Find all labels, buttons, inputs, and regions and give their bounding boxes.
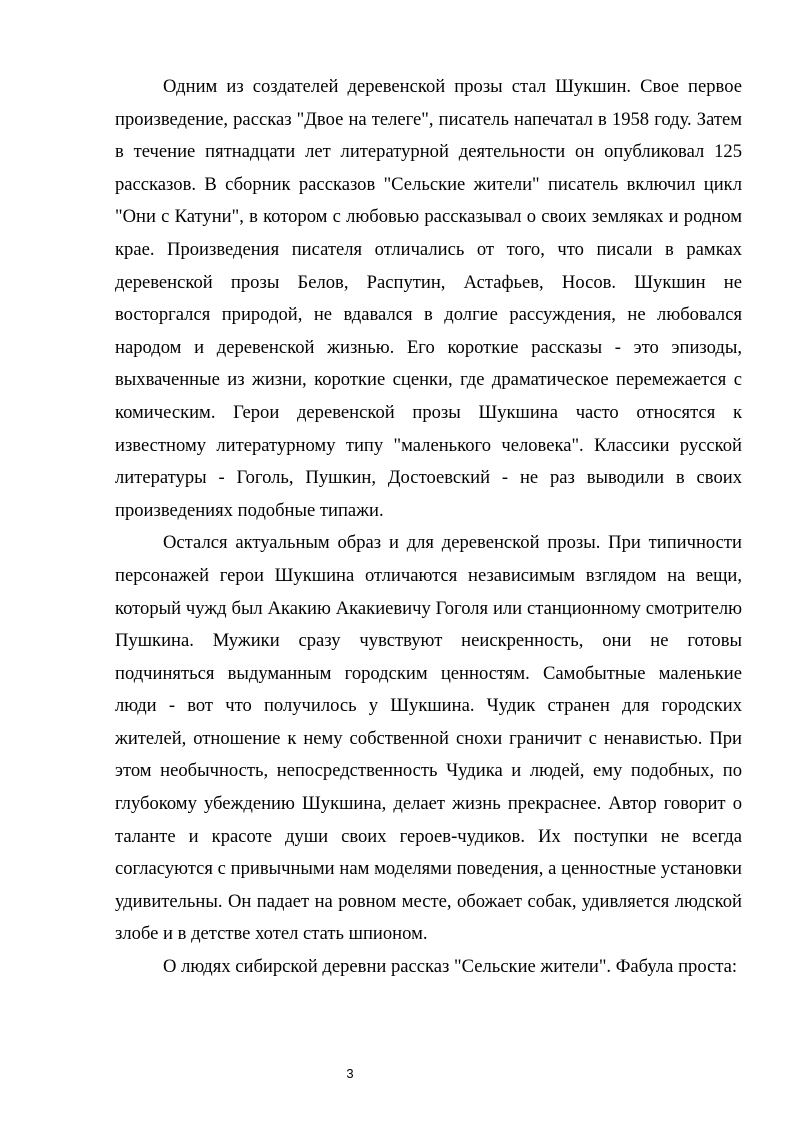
paragraph-2: Остался актуальным образ и для деревенской прозы. При типичности персонажей герои Шукшина отличаются независимым взглядом на вещи, который чужд был Акакию Акакиевичу Гоголя или станционному смотрителю Пушкина. Мужики сразу чувствуют неискренность, они не готовы подчиняться выдуманным городским ценностям. Самобытные маленькие люди - вот что получилось у Шукшина. Чудик странен для городских жителей, отношение к нему собственной снохи граничит с ненавистью. При этом необычность, непосредственность Чудика и людей, ему подобных, по глубокому убеждению Шукшина, делает жизнь прекраснее. Автор говорит о таланте и красоте души своих героев-чудиков. Их поступки не всегда согласуются с привычными нам моделями поведения, а ценностные установки удивительны. Он падает на ровном месте, обожает собак, удивляется людской злобе и в детстве хотел стать шпионом.	[115, 532, 742, 945]
body-text	[115, 71, 742, 984]
page-number: 3	[346, 1066, 354, 1081]
paragraph-3: О людях сибирской деревни рассказ "Сельские жители". Фабула проста:	[163, 956, 738, 978]
paragraph-1: Одним из создателей деревенской прозы стал Шукшин. Свое первое произведение, рассказ "Двое на телеге", писатель напечатал в 1958 году. Затем в течение пятнадцати лет литературной деятельности он опубликовал 125 рассказов. В сборник рассказов "Сельские жители" писатель включил цикл "Они с Катуни", в котором с любовью рассказывал о своих земляках и родном крае. Произведения писателя отличались от того, что писали в рамках деревенской прозы Белов, Распутин, Астафьев, Носов. Шукшин не восторгался природой, не вдавался в долгие рассуждения, не любовался народом и деревенской жизнью. Его короткие рассказы - это эпизоды, выхваченные из жизни, короткие сценки, где драматическое перемежается с комическим. Герои деревенской прозы Шукшина часто относятся к известному литературному типу "маленького человека". Классики русской литературы - Гоголь, Пушкин, Достоевский - не раз выводили в своих произведениях подобные типажи.	[115, 76, 742, 521]
